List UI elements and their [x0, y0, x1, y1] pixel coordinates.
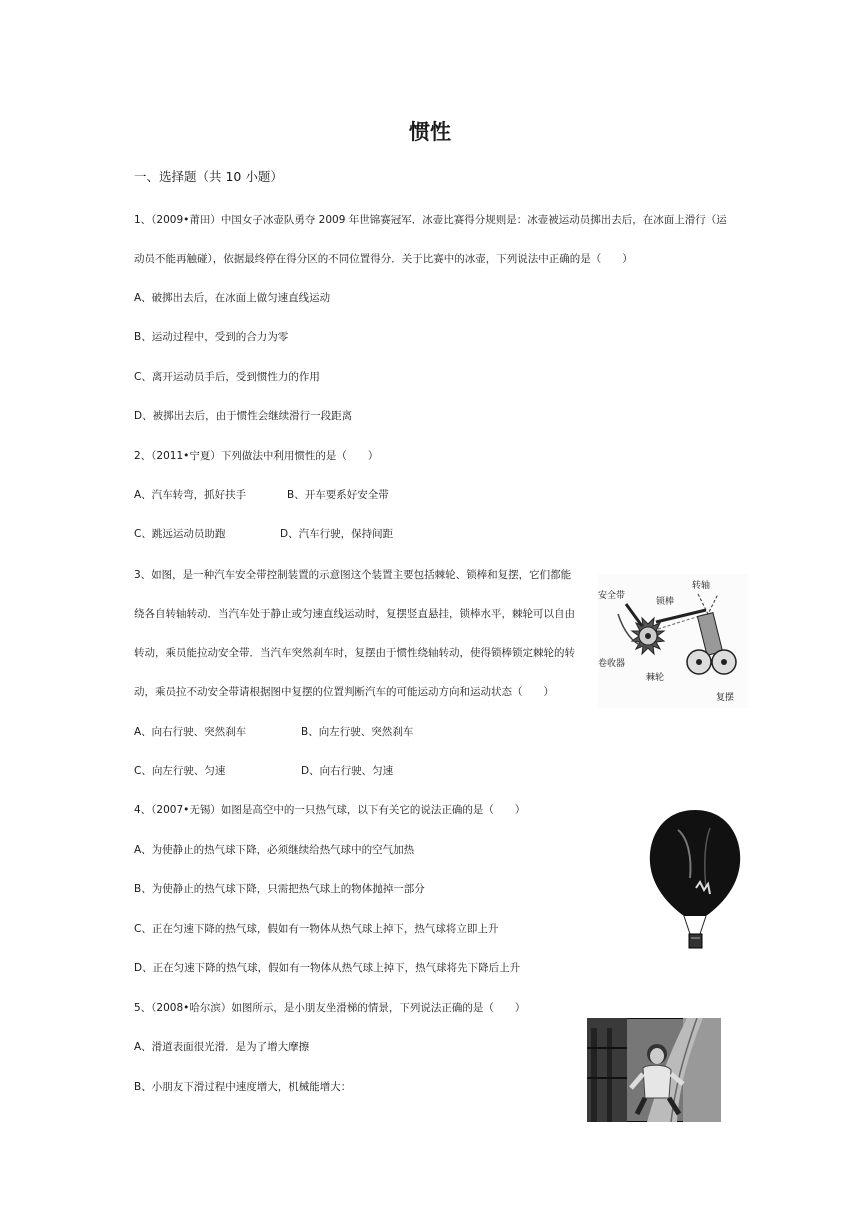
question-5-option-b: B、小朋友下滑过程中速度增大，机械能增大：: [134, 1081, 352, 1093]
question-4-option-b: B、为使静止的热气球下降，只需把热气球上的物体抛掉一部分: [134, 883, 425, 895]
question-5-stem: 5、（2008•哈尔滨）如图所示，是小朋友坐滑梯的情景，下列说法正确的是（ ）: [134, 1002, 526, 1014]
seatbelt-mechanism-figure: [598, 574, 748, 708]
question-4-option-a: A、为使静止的热气球下降，必须继续给热气球中的空气加热: [134, 844, 415, 856]
question-1-option-a: A、破掷出去后，在冰面上做匀速直线运动: [134, 292, 331, 304]
question-1-option-d: D、被掷出去后，由于惯性会继续滑行一段距离: [134, 410, 353, 422]
question-2-option-b: B、开车要系好安全带: [287, 489, 389, 501]
question-3-option-d: D、向右行驶、匀速: [301, 765, 394, 777]
question-4-option-c: C、正在匀速下降的热气球，假如有一物体从热气球上掉下，热气球将立即上升: [134, 923, 499, 935]
question-1-stem-line-2: 动员不能再触碰），依据最终停在得分区的不同位置得分．关于比赛中的冰壶，下列说法中正确的是（ ）: [134, 253, 633, 265]
hot-air-balloon-figure: [648, 808, 742, 954]
question-3-stem-line-4: 动，乘员拉不动安全带请根据图中复摆的位置判断汽车的可能运动方向和运动状态（ ）: [134, 686, 554, 698]
question-2-option-c: C、跳远运动员助跑: [134, 528, 226, 540]
question-3-option-a: A、向右行驶、突然刹车: [134, 726, 247, 738]
question-5-option-a: A、滑道表面很光滑．是为了增大摩擦: [134, 1041, 310, 1053]
label-ratchet: 棘轮: [646, 673, 665, 683]
label-seatbelt: 安全带: [598, 591, 626, 601]
section-heading: 一、选择题（共 10 小题）: [134, 169, 283, 184]
question-1-option-b: B、运动过程中，受到的合力为零: [134, 331, 289, 343]
question-1-option-c: C、离开运动员手后，受到惯性力的作用: [134, 371, 320, 383]
question-2-option-d: D、汽车行驶，保持间距: [280, 528, 394, 540]
question-2-option-a: A、汽车转弯，抓好扶手: [134, 489, 247, 501]
question-3-stem-line-2: 绕各自转轴转动．当汽车处于静止或匀速直线运动时，复摆竖直悬挂，锁棒水平，棘轮可以自由: [134, 608, 575, 620]
child-on-slide-photo: [587, 1018, 721, 1122]
seatbelt-diagram-svg: [598, 574, 748, 708]
question-4-stem: 4、（2007•无锡）如图是高空中的一只热气球，以下有关它的说法正确的是（ ）: [134, 804, 526, 816]
slide-photo-figure: [587, 1018, 721, 1122]
label-retractor: 卷收器: [598, 659, 626, 669]
label-lock-bar: 锁棒: [656, 597, 675, 607]
question-2-stem: 2、（2011•宁夏）下列做法中利用惯性的是（ ）: [134, 450, 379, 462]
page-title: 惯性: [409, 120, 451, 144]
label-pendulum: 复摆: [716, 693, 735, 703]
question-3-option-c: C、向左行驶、匀速: [134, 765, 226, 777]
question-3-stem-line-1: 3、如图，是一种汽车安全带控制装置的示意图这个装置主要包括棘轮、锁棒和复摆，它们都能: [134, 569, 572, 581]
question-1-stem-line-1: 1、（2009•莆田）中国女子冰壶队勇夺 2009 年世锦赛冠军．冰壶比赛得分规则是：冰壶被运动员掷出去后，在冰面上滑行（运: [134, 214, 727, 226]
hot-air-balloon-icon: [648, 808, 742, 954]
label-axis: 转轴: [692, 581, 711, 591]
question-4-option-d: D、正在匀速下降的热气球，假如有一物体从热气球上掉下，热气球将先下降后上升: [134, 962, 521, 974]
question-3-stem-line-3: 转动，乘员能拉动安全带．当汽车突然刹车时，复摆由于惯性绕轴转动，使得锁棒锁定棘轮的转: [134, 647, 575, 659]
question-3-option-b: B、向左行驶、突然刹车: [301, 726, 414, 738]
